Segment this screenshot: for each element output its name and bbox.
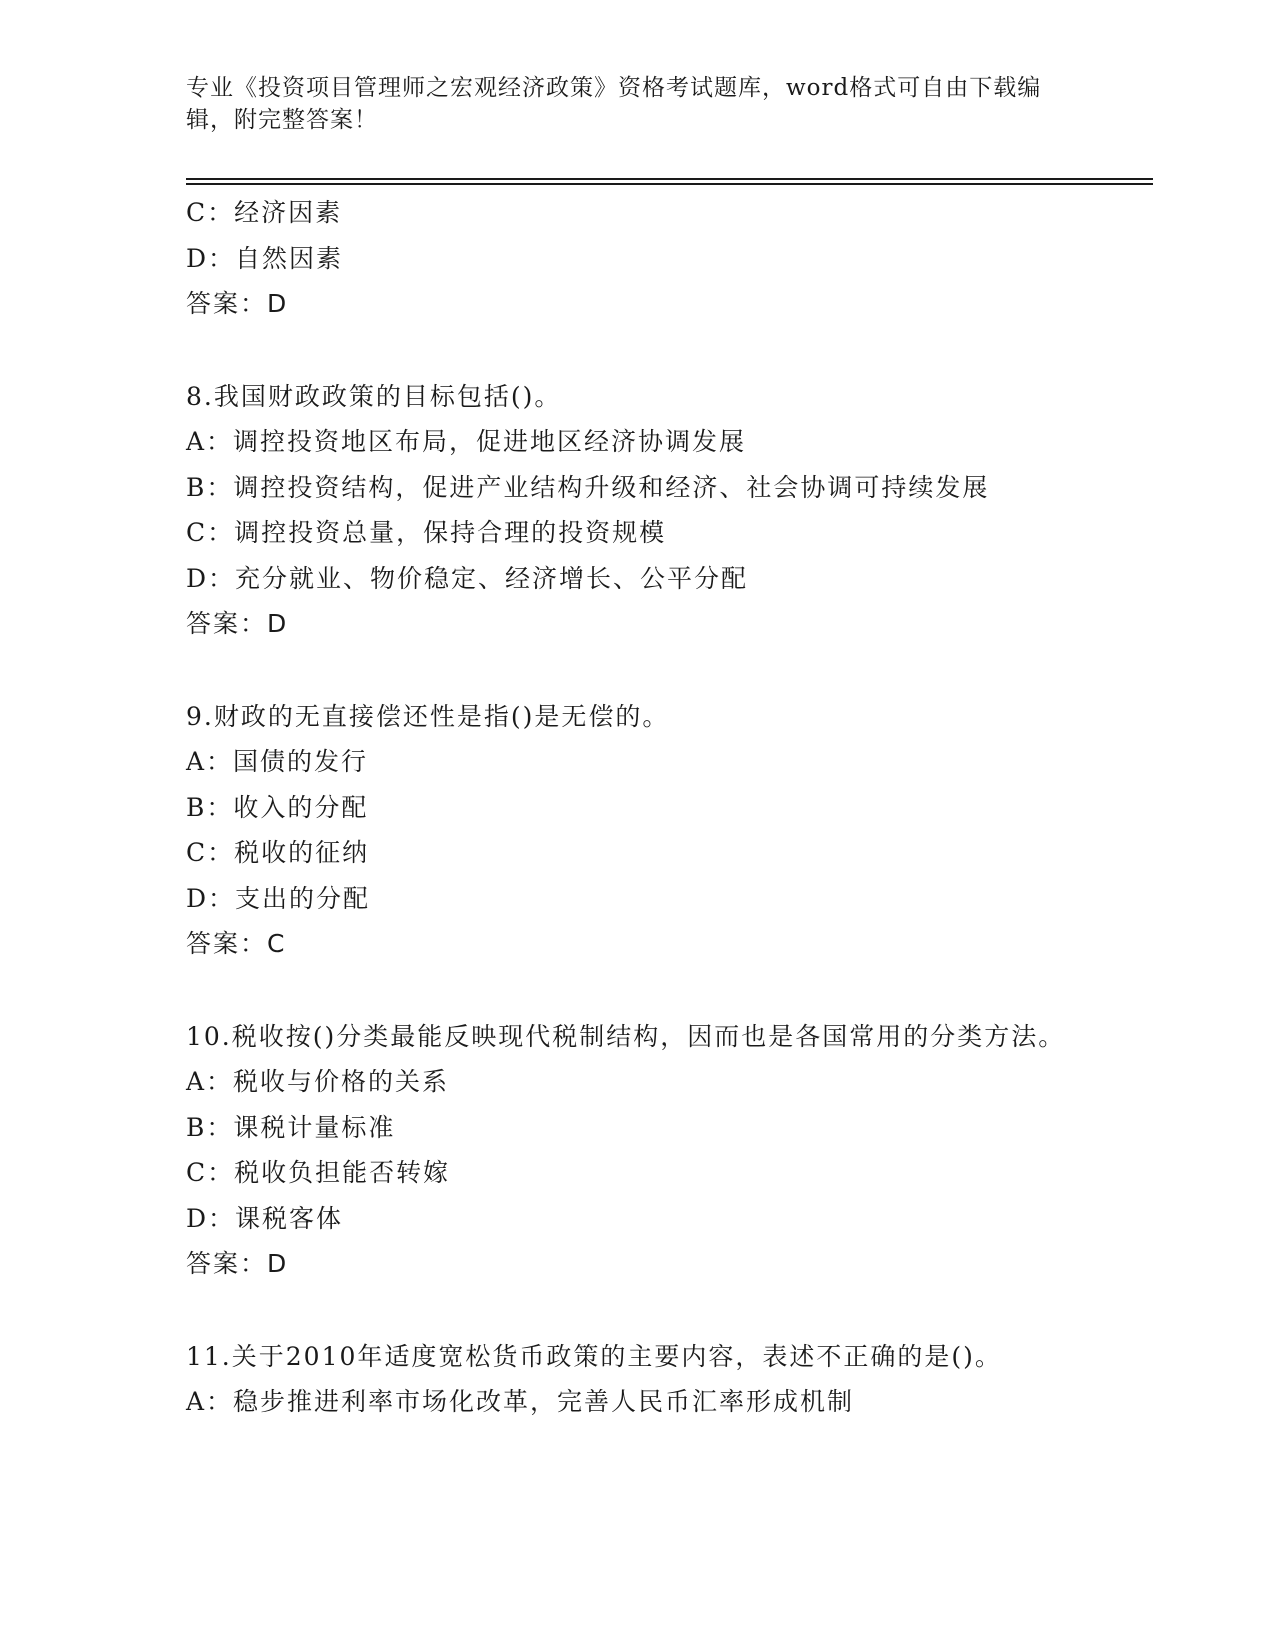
option-a: A：国债的发行 [186, 747, 369, 776]
option-a: A：税收与价格的关系 [186, 1067, 450, 1096]
option-c: C：税收负担能否转嫁 [186, 1158, 451, 1187]
answer-line: 答案：D [186, 1249, 289, 1278]
document-header: 专业《投资项目管理师之宏观经济政策》资格考试题库，word格式可自由下载编辑，附完整答案！ [186, 75, 1042, 133]
question-block [186, 694, 1086, 967]
option-c: C：税收的征纳 [186, 838, 370, 867]
header-divider-top [186, 178, 1153, 180]
option-d: D：课税客体 [186, 1203, 344, 1233]
option-d: D：充分就业、物价稳定、经济增长、公平分配 [186, 563, 749, 593]
answer-line: 答案：C [186, 929, 287, 958]
spacer [186, 1287, 1086, 1334]
question-text: 9.财政的无直接偿还性是指()是无偿的。 [186, 701, 670, 731]
option-a: A：调控投资地区布局，促进地区经济协调发展 [186, 427, 747, 456]
option-d: D：自然因素 [186, 243, 344, 273]
question-content [186, 190, 1086, 1425]
prev-question-block [186, 190, 1086, 327]
option-a: A：稳步推进利率市场化改革，完善人民币汇率形成机制 [186, 1387, 855, 1416]
question-block [186, 1334, 1086, 1425]
question-block [186, 1014, 1086, 1287]
option-d: D：支出的分配 [186, 883, 371, 913]
question-text: 8.我国财政政策的目标包括()。 [186, 381, 562, 411]
spacer [186, 327, 1086, 374]
option-c: C：经济因素 [186, 198, 343, 227]
question-text: 10.税收按()分类最能反映现代税制结构，因而也是各国常用的分类方法。 [186, 1021, 1066, 1051]
spacer [186, 647, 1086, 694]
spacer [186, 967, 1086, 1014]
option-b: B：调控投资结构，促进产业结构升级和经济、社会协调可持续发展 [186, 472, 990, 502]
answer-line: 答案：D [186, 289, 289, 318]
question-text: 11.关于2010年适度宽松货币政策的主要内容，表述不正确的是()。 [186, 1341, 1002, 1371]
answer-line: 答案：D [186, 609, 289, 638]
option-c: C：调控投资总量，保持合理的投资规模 [186, 518, 667, 547]
option-b: B：收入的分配 [186, 792, 369, 822]
option-b: B：课税计量标准 [186, 1112, 396, 1142]
question-block [186, 374, 1086, 647]
header-divider-bottom [186, 183, 1153, 185]
